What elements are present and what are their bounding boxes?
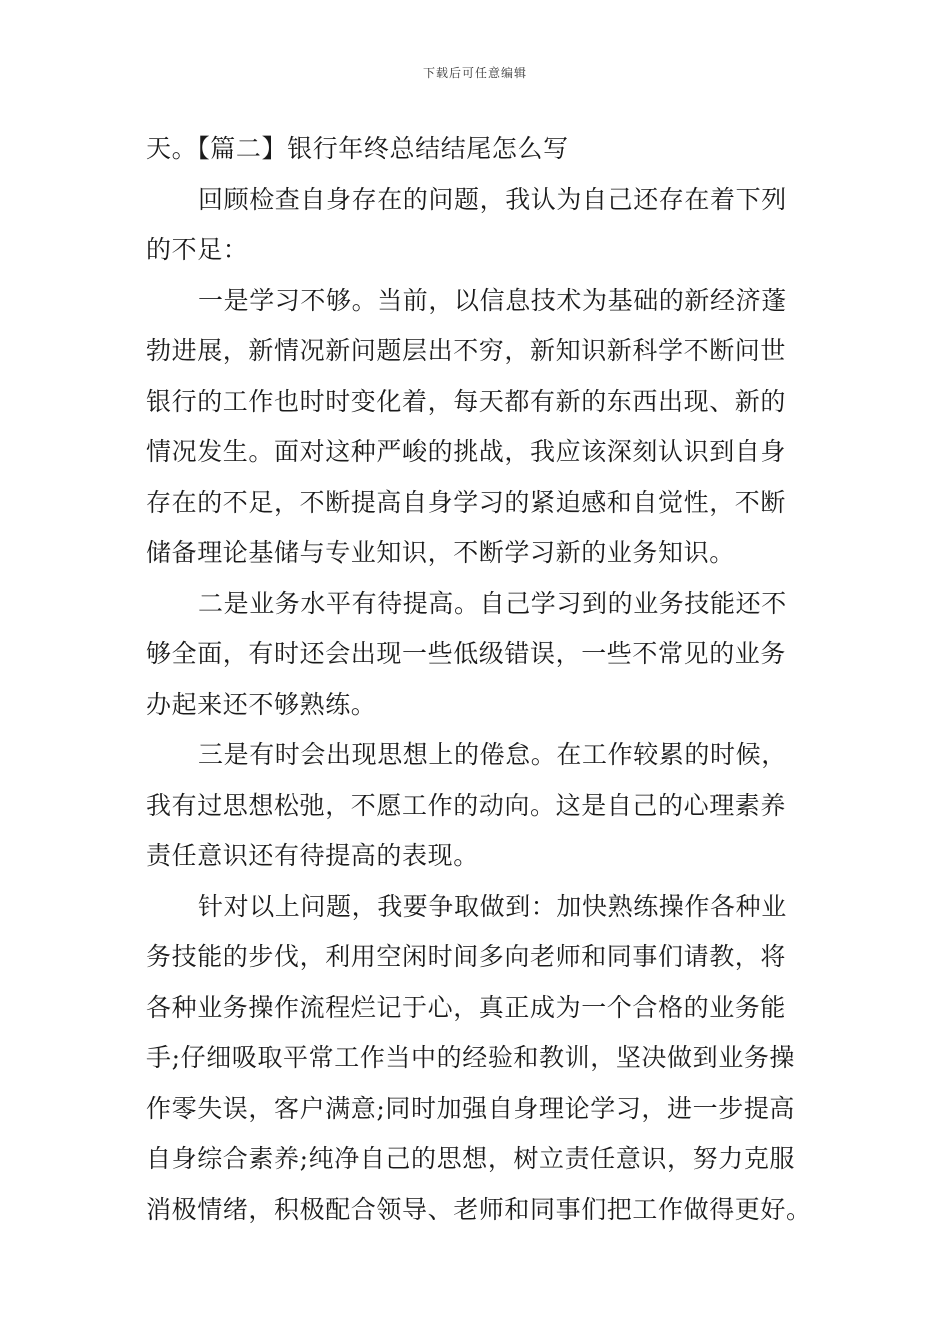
text-line: 务技能的步伐，利用空闲时间多向老师和同事们请教，将 [146,942,787,971]
text-line: 二是业务水平有待提高。自己学习到的业务技能还不 [198,588,787,618]
text-line: 消极情绪，积极配合领导、老师和同事们把工作做得更好。 [146,1194,812,1224]
text-line: 自身综合素养;纯净自己的思想，树立责任意识，努力克服 [146,1144,796,1173]
text-line: 作零失误，客户满意;同时加强自身理论学习，进一步提高 [146,1093,796,1123]
text-line: 的不足： [146,235,249,264]
text-line: 储备理论基储与专业知识，不断学习新的业务知识。 [146,538,735,567]
text-line: 一是学习不够。当前，以信息技术为基础的新经济蓬 [198,285,787,315]
text-line: 办起来还不够熟练。 [146,689,377,719]
text-line: 银行的工作也时时变化着，每天都有新的东西出现、新的 [146,386,787,416]
document-body [146,124,812,1235]
text-line: 存在的不足，不断提高自身学习的紧迫感和自觉性，不断 [146,487,787,517]
text-line: 回顾检查自身存在的问题，我认为自己还存在着下列 [198,184,787,214]
header-note: 下载后可任意编辑 [422,66,527,80]
text-line: 我有过思想松弛，不愿工作的动向。这是自己的心理素养 [146,790,787,820]
text-line: 勃进展，新情况新问题层出不穷，新知识新科学不断问世 [146,336,787,365]
text-line: 三是有时会出现思想上的倦怠。在工作较累的时候， [198,740,787,769]
text-line: 天。【篇二】银行年终总结结尾怎么写 [146,134,569,163]
text-line: 情况发生。面对这种严峻的挑战，我应该深刻认识到自身 [146,437,787,466]
text-line: 针对以上问题，我要争取做到：加快熟练操作各种业 [198,891,787,921]
text-line: 责任意识还有待提高的表现。 [146,841,479,870]
text-line: 手;仔细吸取平常工作当中的经验和教训，坚决做到业务操 [146,1043,796,1072]
text-line: 够全面，有时还会出现一些低级错误，一些不常见的业务 [146,639,787,668]
text-line: 各种业务操作流程烂记于心，真正成为一个合格的业务能 [146,992,787,1022]
